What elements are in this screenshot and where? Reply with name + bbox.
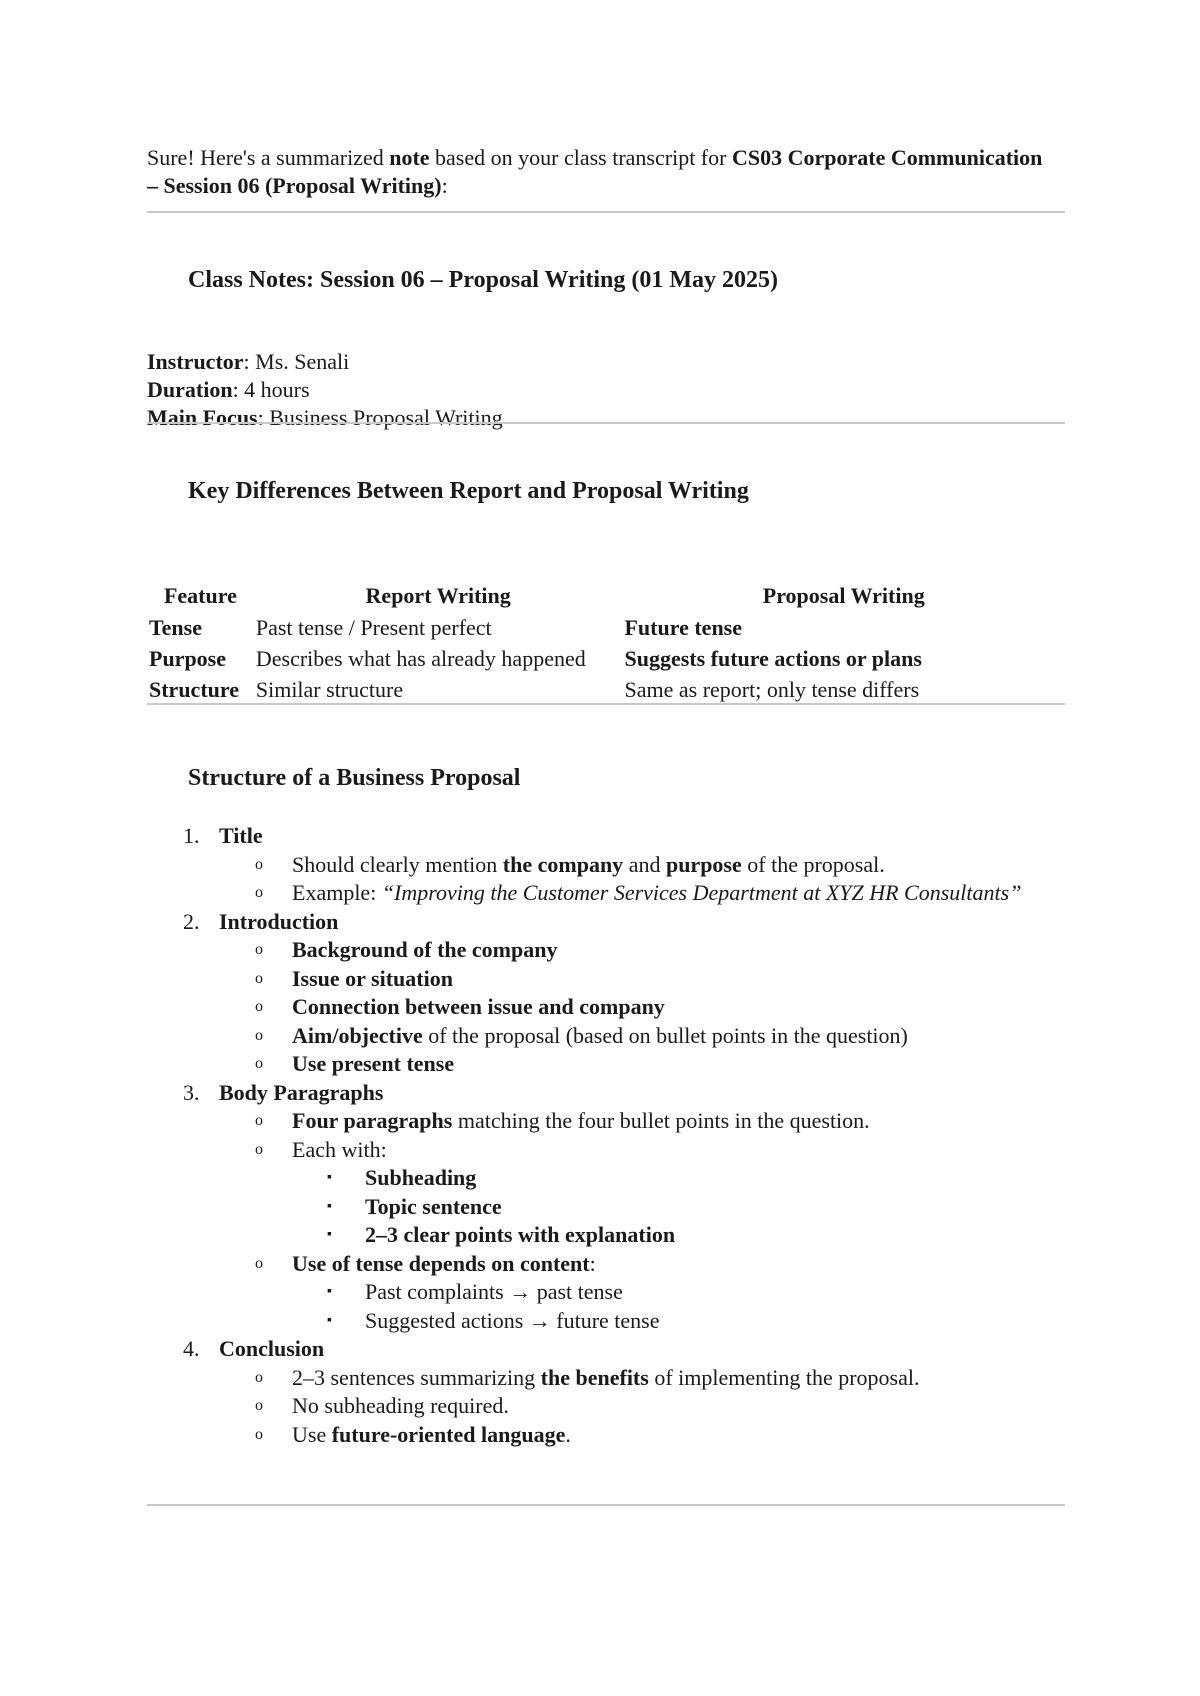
report-cell: Describes what has already happened: [255, 646, 586, 671]
text: Issue or situation: [292, 965, 453, 991]
column-header: Proposal Writing: [762, 583, 925, 608]
table-row: [147, 612, 1065, 643]
proposal-cell: Future tense: [624, 615, 743, 640]
bullet-icon: o: [255, 1026, 263, 1044]
duration-line: [147, 376, 503, 404]
comparison-table: [147, 580, 1065, 705]
text: Use present tense: [292, 1051, 455, 1076]
square-bullet-icon: ▪: [327, 1170, 332, 1185]
text: Past complaints → past tense: [365, 1279, 623, 1304]
text: Background of the company: [292, 937, 558, 962]
bold-text: the company: [502, 851, 624, 877]
text: of implementing the proposal.: [648, 1364, 920, 1390]
list-item: [147, 993, 1065, 1022]
bullet-icon: o: [255, 884, 263, 901]
example-title: “Improving the Customer Services Department at XYZ HR Consultants”: [381, 880, 1022, 905]
text: :: [589, 1250, 596, 1276]
proposal-cell: Same as report; only tense differs: [624, 677, 920, 702]
sub-list-item: [147, 1193, 1065, 1222]
intro-text: based on your class transcript for: [429, 145, 732, 170]
bold-text: Four paragraphs: [292, 1108, 453, 1133]
bold-text: the benefits: [540, 1364, 649, 1390]
structure-list: [147, 822, 1065, 1449]
text: of the proposal.: [741, 851, 885, 877]
bullet-icon: o: [255, 1055, 263, 1072]
table-header-row: [147, 580, 1065, 612]
proposal-cell: Suggests future actions or plans: [624, 646, 922, 671]
square-bullet-icon: ▪: [327, 1284, 332, 1299]
text: No subheading required.: [292, 1393, 509, 1418]
feature-cell: Tense: [149, 615, 202, 640]
structure-heading: Structure of a Business Proposal: [188, 765, 521, 791]
list-item: [147, 1364, 1065, 1393]
instructor-line: [147, 348, 503, 376]
report-cell: Past tense / Present perfect: [255, 615, 492, 640]
list-item-conclusion: [147, 1335, 1065, 1364]
bullet-icon: o: [255, 1368, 263, 1386]
text: Use: [292, 1421, 332, 1447]
horizontal-rule: [147, 703, 1065, 705]
session-meta: [147, 348, 503, 432]
text: Subheading: [365, 1165, 477, 1190]
text: Suggested actions → future tense: [365, 1307, 660, 1333]
report-cell: Similar structure: [255, 677, 404, 702]
differences-heading: Key Differences Between Report and Proposal Writing: [188, 478, 749, 504]
item-label: Conclusion: [219, 1336, 325, 1361]
sub-list-item: [147, 1221, 1065, 1250]
list-item: [147, 851, 1065, 880]
list-item: [147, 1421, 1065, 1450]
duration-label: Duration: [147, 377, 233, 402]
list-item-introduction: [147, 908, 1065, 937]
item-number: 4.: [183, 1336, 200, 1361]
list-item: [147, 936, 1065, 965]
focus-label: Main Focus: [147, 405, 258, 430]
list-item: [147, 1250, 1065, 1279]
duration-value: : 4 hours: [232, 377, 310, 402]
text: Connection between issue and company: [292, 994, 665, 1019]
text: Example:: [292, 880, 382, 905]
square-bullet-icon: ▪: [327, 1227, 332, 1242]
class-notes-heading: Class Notes: Session 06 – Proposal Writing (01 May 2025): [188, 267, 779, 293]
sub-list-item: [147, 1278, 1065, 1307]
bullet-icon: o: [255, 1254, 263, 1272]
list-item-title: [147, 822, 1065, 851]
list-item: [147, 1022, 1065, 1051]
intro-course-title: CS03 Corporate Communication – Session 06 (Proposal Writing): [147, 145, 1043, 198]
bold-text: purpose: [665, 851, 742, 877]
text: Should clearly mention: [292, 851, 503, 877]
item-number: 2.: [183, 908, 200, 934]
bullet-icon: o: [255, 1140, 263, 1158]
focus-line: [147, 404, 503, 432]
sub-list-item: [147, 1164, 1065, 1193]
intro-paragraph: [147, 144, 1047, 200]
list-item: [147, 1392, 1065, 1421]
text: .: [565, 1421, 571, 1447]
square-bullet-icon: ▪: [327, 1312, 332, 1328]
text: of the proposal (based on bullet points in the question): [422, 1022, 908, 1048]
text: matching the four bullet points in the question.: [452, 1108, 870, 1133]
item-number: 1.: [183, 823, 200, 848]
instructor-value: : Ms. Senali: [243, 349, 350, 374]
intro-bold-note: note: [389, 145, 430, 170]
text: and: [623, 851, 666, 877]
horizontal-rule: [147, 422, 1065, 424]
bullet-icon: o: [255, 998, 263, 1015]
bold-text: Aim/objective: [292, 1022, 423, 1048]
item-label: Title: [219, 823, 263, 848]
column-header: Feature: [163, 583, 237, 608]
feature-cell: Structure: [149, 677, 240, 702]
instructor-label: Instructor: [147, 349, 244, 374]
square-bullet-icon: ▪: [327, 1198, 332, 1214]
text: Each with:: [292, 1136, 387, 1162]
table-row: [147, 643, 1065, 674]
intro-text: Sure! Here's a summarized: [147, 145, 390, 170]
text: 2–3 sentences summarizing: [292, 1364, 541, 1390]
column-header: Report Writing: [365, 583, 511, 608]
bold-text: Use of tense depends on content: [292, 1250, 590, 1276]
bullet-icon: o: [255, 1397, 263, 1414]
intro-text: :: [441, 173, 448, 198]
bullet-icon: o: [255, 855, 263, 873]
horizontal-rule: [147, 1504, 1065, 1506]
feature-cell: Purpose: [149, 646, 226, 671]
bold-text: future-oriented language: [331, 1421, 566, 1447]
bullet-icon: o: [255, 1425, 263, 1443]
focus-value: : Business Proposal Writing: [257, 405, 503, 430]
bullet-icon: o: [255, 1112, 263, 1129]
list-item: [147, 1136, 1065, 1165]
horizontal-rule: [147, 211, 1065, 213]
item-label: Body Paragraphs: [219, 1079, 384, 1105]
item-label: Introduction: [219, 908, 339, 934]
bullet-icon: o: [255, 969, 263, 987]
list-item-body-paragraphs: [147, 1079, 1065, 1108]
item-number: 3.: [183, 1079, 200, 1105]
bullet-icon: o: [255, 941, 263, 958]
table-row: [147, 674, 1065, 705]
list-item: [147, 879, 1065, 908]
text: Topic sentence: [365, 1193, 502, 1219]
sub-list-item: [147, 1307, 1065, 1336]
list-item: [147, 965, 1065, 994]
list-item: [147, 1050, 1065, 1079]
text: 2–3 clear points with explanation: [365, 1222, 676, 1247]
list-item: [147, 1107, 1065, 1136]
